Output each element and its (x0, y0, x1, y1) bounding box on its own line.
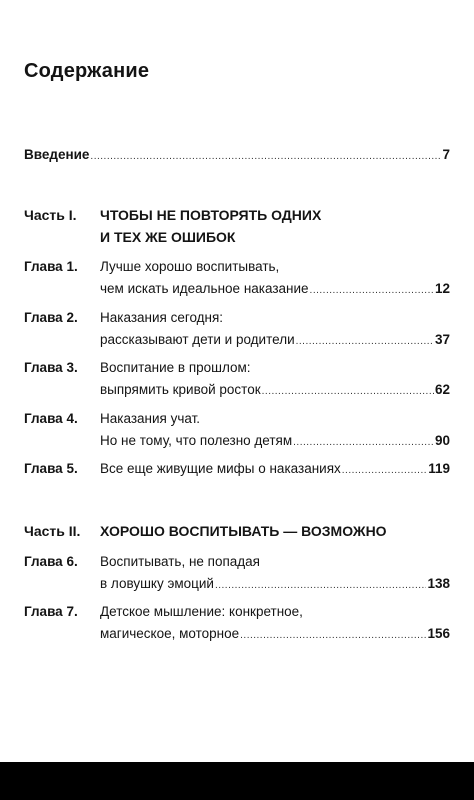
part-title-line: ЧТОБЫ НЕ ПОВТОРЯТЬ ОДНИХ (100, 207, 322, 223)
toc-entry-page: 7 (442, 147, 450, 162)
chapter-title-line: Наказания сегодня: (100, 310, 224, 325)
chapter-title-line: Лучше хорошо воспитывать, (100, 259, 280, 274)
dot-leader (90, 146, 441, 168)
part-label: Часть II. (24, 523, 81, 539)
chapter-title-line: чем искать идеальное наказание (100, 281, 309, 296)
chapter-page: 90 (434, 433, 450, 448)
dot-leader (215, 575, 427, 597)
chapter-page: 37 (434, 332, 450, 347)
chapter-label: Глава 3. (24, 360, 78, 375)
chapter-label: Глава 7. (24, 604, 78, 619)
chapter-page: 62 (434, 382, 450, 397)
chapter-label: Глава 2. (24, 310, 78, 325)
bottom-black-bar (0, 762, 474, 800)
chapter-title-line: выпрямить кривой росток (100, 382, 261, 397)
chapter-page: 119 (428, 461, 450, 476)
chapter-title-line: Но не тому, что полезно детям (100, 433, 293, 448)
chapter-title-line: Воспитывать, не попадая (100, 554, 260, 569)
dot-leader (262, 381, 434, 403)
part-title-line: ХОРОШО ВОСПИТЫВАТЬ — ВОЗМОЖНО (100, 523, 387, 539)
toc-title: Содержание (24, 60, 150, 82)
chapter-page: 138 (427, 576, 450, 591)
chapter-title-line: Все еще живущие мифы о наказаниях (100, 461, 341, 476)
dot-leader (342, 460, 427, 482)
chapter-label: Глава 6. (24, 554, 78, 569)
chapter-title-line: магическое, моторное (100, 626, 240, 641)
dot-leader (240, 625, 426, 647)
part-title-line: И ТЕХ ЖЕ ОШИБОК (100, 229, 236, 245)
chapter-label: Глава 5. (24, 461, 78, 476)
dot-leader (296, 331, 434, 353)
dot-leader (310, 280, 434, 302)
chapter-title-line: Воспитание в прошлом: (100, 360, 251, 375)
chapter-title-line: в ловушку эмоций (100, 576, 214, 591)
chapter-title-line: рассказывают дети и родители (100, 332, 295, 347)
chapter-title-line: Детское мышление: конкретное, (100, 604, 303, 619)
part-label: Часть I. (24, 207, 77, 223)
chapter-label: Глава 1. (24, 259, 78, 274)
toc-entry-title: Введение (24, 147, 90, 162)
dot-leader (293, 432, 434, 454)
chapter-label: Глава 4. (24, 411, 78, 426)
chapter-title-line: Наказания учат. (100, 411, 201, 426)
chapter-page: 156 (427, 626, 450, 641)
chapter-page: 12 (434, 281, 450, 296)
